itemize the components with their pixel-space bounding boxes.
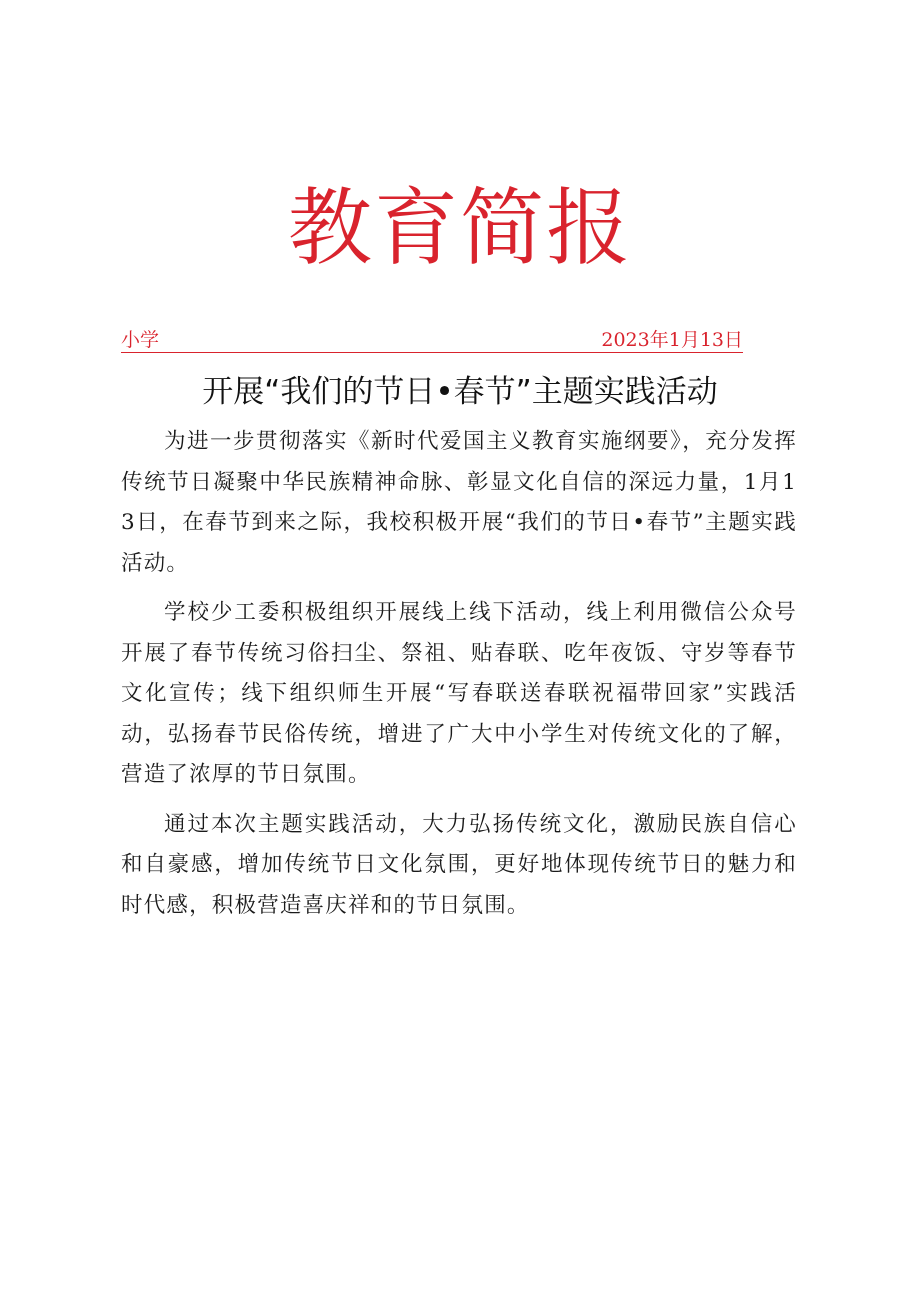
article-body xyxy=(121,422,797,926)
masthead-title: 教育简报 xyxy=(287,179,632,277)
issue-date: 2023年1月13日 xyxy=(601,329,743,351)
article-paragraph: 学校少工委积极组织开展线上线下活动，线上利用微信公众号开展了春节传统习俗扫尘、祭祖、贴春联、吃年夜饭、守岁等春节文化宣传；线下组织师生开展“写春联送春联祝福带回家”实践活动，弘扬春节民俗传统，增进了广大中小学生对传统文化的了解，营造了浓厚的节日氛围。 xyxy=(121,600,797,787)
article-title: 开展“我们的节日•春节”主题实践活动 xyxy=(202,374,718,410)
article-paragraph: 为进一步贯彻落实《新时代爱国主义教育实施纲要》，充分发挥传统节日凝聚中华民族精神命脉、彰显文化自信的深远力量，1月13日，在春节到来之际，我校积极开展“我们的节日•春节”主题实践活动。 xyxy=(121,429,797,576)
issue-school: 小学 xyxy=(121,329,160,351)
issue-line xyxy=(121,328,743,353)
article-paragraph: 通过本次主题实践活动，大力弘扬传统文化，激励民族自信心和自豪感，增加传统节日文化氛围，更好地体现传统节日的魅力和时代感，积极营造喜庆祥和的节日氛围。 xyxy=(121,811,797,918)
